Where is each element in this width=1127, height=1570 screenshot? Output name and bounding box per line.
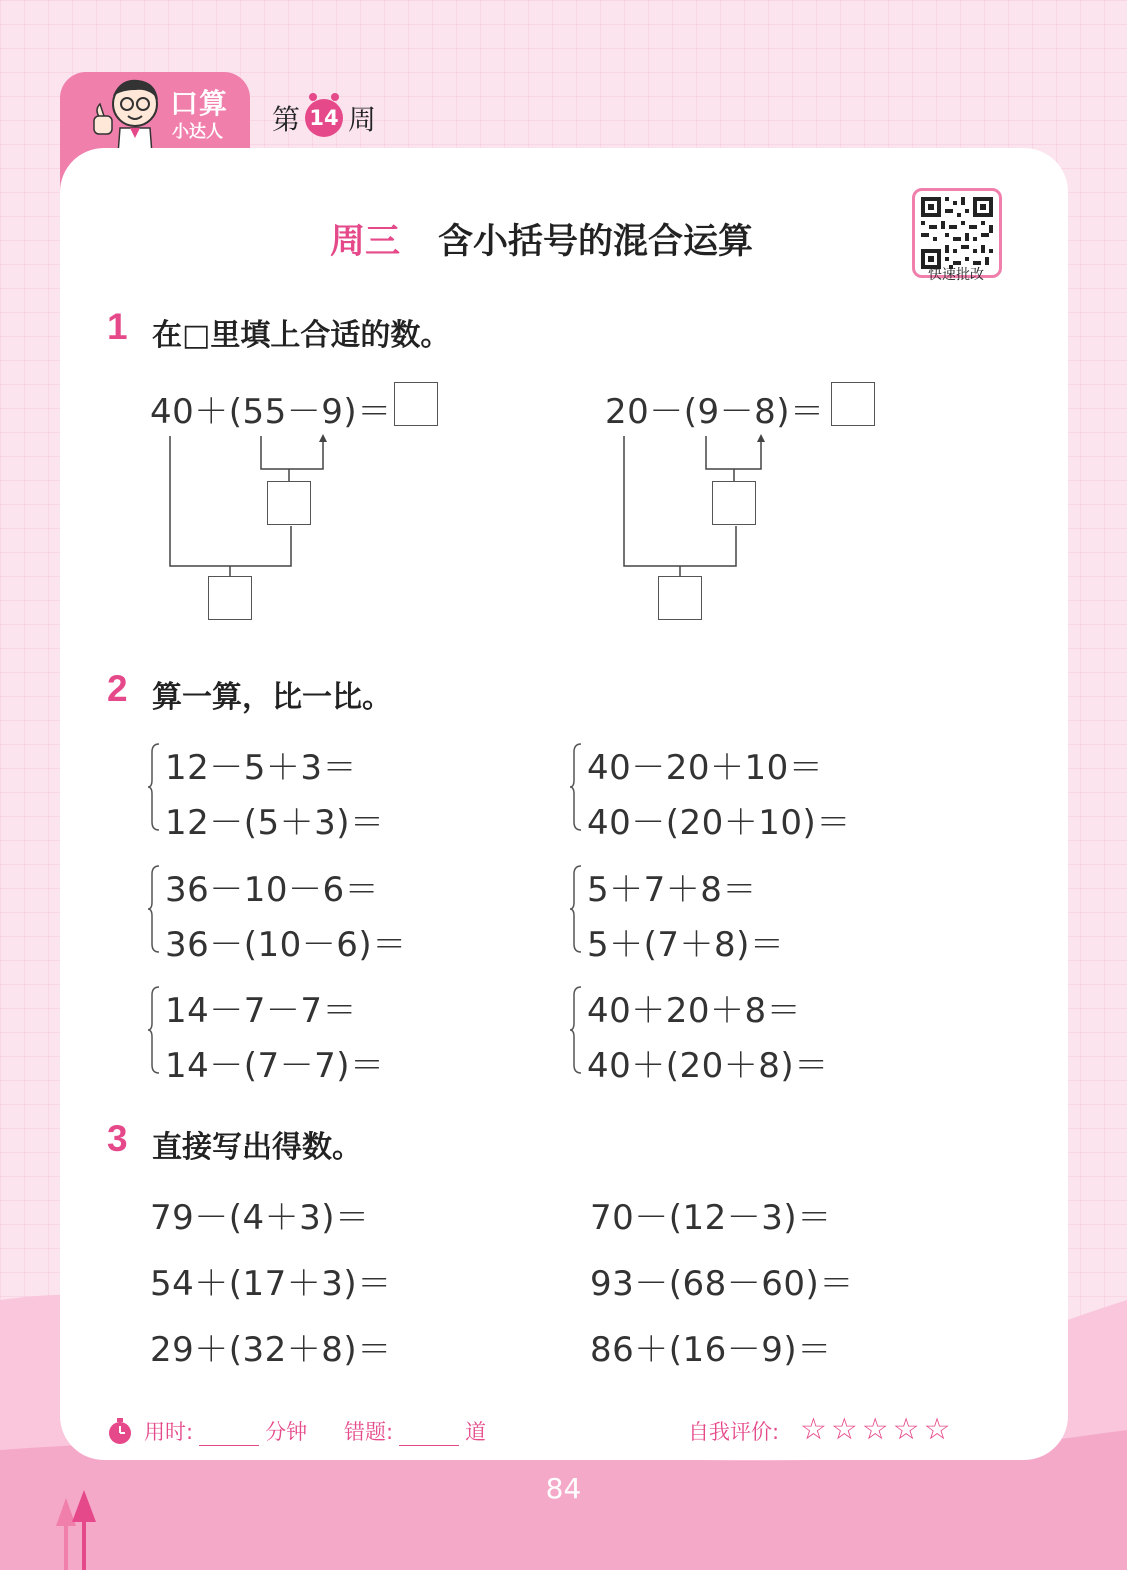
compare-expression: 40＋(20＋8)＝ (587, 1046, 829, 1086)
brace-icon (570, 985, 582, 1075)
brace-icon (570, 742, 582, 832)
brace-icon (148, 742, 160, 832)
errors-field (344, 1416, 486, 1446)
stopwatch-icon (106, 1416, 134, 1446)
section3-title: 直接写出得数。 (152, 1130, 362, 1165)
compare-expression: 40－(20＋10)＝ (587, 803, 851, 843)
week-indicator (272, 98, 376, 138)
tab-subtitle: 小达人 (172, 122, 223, 142)
compare-expression: 12－(5＋3)＝ (165, 803, 385, 843)
errors-label: 错题: (344, 1420, 394, 1444)
time-unit: 分钟 (265, 1420, 308, 1444)
compare-expression: 5＋7＋8＝ (587, 870, 757, 910)
mental-math-item: 79－(4＋3)＝ (150, 1198, 370, 1238)
time-label: 用时: (144, 1420, 194, 1444)
section1-number: 1 (107, 306, 128, 347)
rating-stars[interactable]: ☆☆☆☆☆ (800, 1412, 955, 1447)
answer-box-right-step1[interactable] (712, 481, 756, 525)
answer-box-left-step2[interactable] (208, 576, 252, 620)
section1-right-expression: 20－(9－8)＝ (605, 392, 825, 432)
brace-icon (148, 864, 160, 954)
answer-box-left-step1[interactable] (267, 481, 311, 525)
compare-expression: 40－20＋10＝ (587, 748, 824, 788)
mental-math-item: 29＋(32＋8)＝ (150, 1330, 392, 1370)
section2-title: 算一算，比一比。 (152, 680, 392, 715)
answer-box-right-final[interactable] (831, 382, 875, 426)
brace-icon (148, 985, 160, 1075)
section2-number: 2 (107, 668, 128, 709)
mental-math-item: 93－(68－60)＝ (590, 1264, 854, 1304)
week-prefix: 第 (272, 103, 301, 136)
time-blank[interactable] (199, 1425, 259, 1446)
answer-box-left-final[interactable] (394, 382, 438, 426)
section3-number: 3 (107, 1118, 128, 1159)
brace-icon (570, 864, 582, 954)
compare-expression: 40＋20＋8＝ (587, 991, 802, 1031)
compare-expression: 12－5＋3＝ (165, 748, 358, 788)
section1-title: 在□里填上合适的数。 (152, 318, 451, 353)
mental-math-item: 70－(12－3)＝ (590, 1198, 832, 1238)
tab-title: 口算 (170, 87, 229, 120)
compare-expression: 14－7－7＝ (165, 991, 358, 1031)
title-day: 周三 (330, 222, 401, 262)
mental-math-item: 86＋(16－9)＝ (590, 1330, 832, 1370)
title-topic: 含小括号的混合运算 (438, 222, 754, 262)
compare-expression: 14－(7－7)＝ (165, 1046, 385, 1086)
week-number-badge: 14 (305, 99, 343, 137)
section1-left-expression: 40＋(55－9)＝ (150, 392, 392, 432)
compare-expression: 5＋(7＋8)＝ (587, 925, 785, 965)
time-spent-field (144, 1416, 307, 1446)
compare-expression: 36－10－6＝ (165, 870, 380, 910)
qr-label: 快速批改 (928, 267, 984, 283)
answer-box-right-step2[interactable] (658, 576, 702, 620)
mascot-icon (80, 74, 170, 154)
arrow-decoration-icon (52, 1490, 102, 1570)
mental-math-item: 54＋(17＋3)＝ (150, 1264, 392, 1304)
compare-expression: 36－(10－6)＝ (165, 925, 407, 965)
week-suffix: 周 (348, 103, 377, 136)
errors-blank[interactable] (399, 1425, 459, 1446)
page-number: 84 (545, 1472, 582, 1505)
page-title (330, 214, 753, 264)
self-eval-label: 自我评价: (688, 1420, 780, 1444)
errors-unit: 道 (465, 1420, 487, 1444)
